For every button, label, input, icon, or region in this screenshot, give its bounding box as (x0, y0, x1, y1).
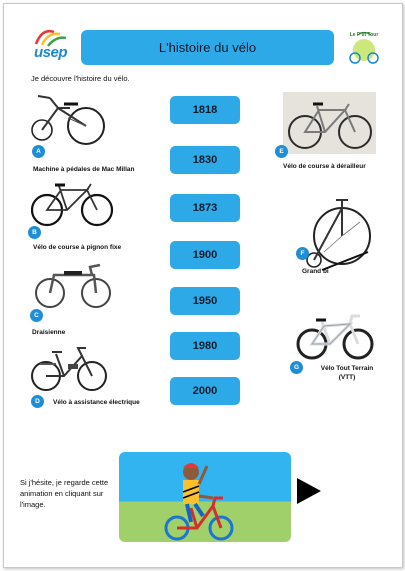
bike-f-image (302, 192, 374, 274)
badge-a: A (32, 145, 45, 158)
ptit-tour-logo-text: Le P'tit Tour (349, 32, 379, 38)
caption-b: Vélo de course à pignon fixe (33, 244, 122, 251)
caption-g: Vélo Tout Terrain (VTT) (320, 365, 374, 381)
badge-g: G (290, 361, 303, 374)
year-box: 2000 (170, 377, 240, 405)
badge-d: D (31, 395, 44, 408)
year-box: 1980 (170, 332, 240, 360)
year-box: 1873 (170, 194, 240, 222)
bike-e-image (283, 92, 376, 154)
year-box: 1950 (170, 287, 240, 315)
caption-a: Machine à pédales de Mac Millan (33, 166, 135, 173)
ptit-tour-logo (344, 28, 384, 68)
intro-text: Je découvre l'histoire du vélo. (31, 74, 130, 83)
usep-logo-text: usep (34, 44, 68, 61)
help-text: Si j'hésite, je regarde cette animation en cliquant sur l'image. (20, 478, 109, 509)
bike-b-image (31, 178, 116, 228)
badge-f: F (296, 247, 309, 260)
caption-f: Grand bi (302, 268, 329, 275)
worksheet-page (3, 3, 403, 568)
badge-b: B (28, 226, 41, 239)
badge-e: E (275, 145, 288, 158)
year-box: 1818 (170, 96, 240, 124)
usep-logo (32, 26, 80, 66)
caption-e: Vélo de course à dérailleur (283, 163, 366, 170)
page-title: L'histoire du vélo (81, 30, 334, 65)
year-box: 1900 (170, 241, 240, 269)
bike-a-image (28, 90, 108, 148)
bike-c-image (34, 261, 112, 311)
year-box: 1830 (170, 146, 240, 174)
bike-e-photo (283, 92, 376, 154)
caption-c: Draisienne (32, 329, 66, 336)
animation-thumbnail[interactable] (119, 452, 291, 542)
caption-d: Vélo à assistance électrique (53, 399, 140, 406)
bike-d-image (30, 342, 108, 392)
bike-g-image (296, 310, 374, 362)
play-icon[interactable] (297, 478, 321, 504)
cyclist-illustration (119, 452, 291, 542)
badge-c: C (30, 309, 43, 322)
